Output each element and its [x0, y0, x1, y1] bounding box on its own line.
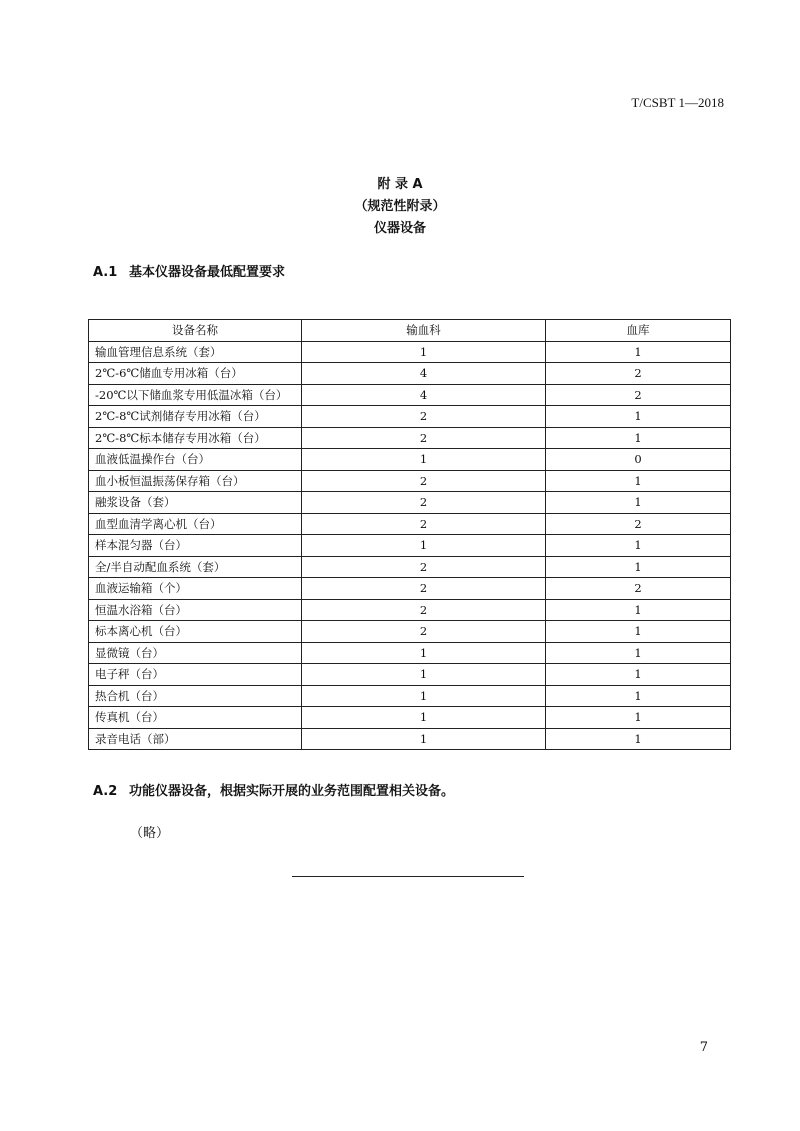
blood-bank-count-cell: 2 [546, 363, 731, 385]
blood-bank-count-cell: 1 [546, 556, 731, 578]
equipment-name-cell: 恒温水浴箱（台） [89, 599, 302, 621]
section-a1-number: A.1 [93, 265, 118, 280]
omitted-note: （略） [130, 826, 170, 841]
equipment-name-cell: 血小板恒温振荡保存箱（台） [89, 470, 302, 492]
transfusion-dept-count-cell: 2 [302, 470, 546, 492]
table-row [89, 535, 731, 557]
appendix-subtitle: （规范性附录） [354, 199, 446, 214]
table-row [89, 578, 731, 600]
blood-bank-count-cell: 1 [546, 728, 731, 750]
equipment-name-cell: 输血管理信息系统（套） [89, 341, 302, 363]
transfusion-dept-count-cell: 1 [302, 449, 546, 471]
equipment-name-cell: 2℃-6℃储血专用冰箱（台） [89, 363, 302, 385]
table-row [89, 556, 731, 578]
equipment-name-cell: 2℃-8℃标本储存专用冰箱（台） [89, 427, 302, 449]
transfusion-dept-count-cell: 1 [302, 707, 546, 729]
table-row [89, 492, 731, 514]
header-equipment-name: 设备名称 [89, 320, 302, 342]
section-a2-heading [93, 780, 454, 799]
transfusion-dept-count-cell: 2 [302, 406, 546, 428]
transfusion-dept-count-cell: 1 [302, 341, 546, 363]
blood-bank-count-cell: 1 [546, 535, 731, 557]
blood-bank-count-cell: 1 [546, 599, 731, 621]
table-body [89, 341, 731, 750]
transfusion-dept-count-cell: 2 [302, 599, 546, 621]
header-blood-bank: 血库 [546, 320, 731, 342]
equipment-name-cell: 全/半自动配血系统（套） [89, 556, 302, 578]
equipment-name-cell: 传真机（台） [89, 707, 302, 729]
equipment-name-cell: 血型血清学离心机（台） [89, 513, 302, 535]
table-row [89, 341, 731, 363]
appendix-title-block [0, 174, 800, 240]
table-row [89, 513, 731, 535]
table-row [89, 384, 731, 406]
transfusion-dept-count-cell: 4 [302, 384, 546, 406]
transfusion-dept-count-cell: 2 [302, 556, 546, 578]
table-row [89, 664, 731, 686]
table-row [89, 707, 731, 729]
transfusion-dept-count-cell: 1 [302, 642, 546, 664]
blood-bank-count-cell: 1 [546, 685, 731, 707]
transfusion-dept-count-cell: 2 [302, 427, 546, 449]
document-code: T/CSBT 1—2018 [631, 95, 724, 110]
blood-bank-count-cell: 1 [546, 406, 731, 428]
blood-bank-count-cell: 0 [546, 449, 731, 471]
section-a2-number: A.2 [93, 784, 118, 799]
transfusion-dept-count-cell: 1 [302, 664, 546, 686]
table-row [89, 621, 731, 643]
section-a2-title: 功能仪器设备，根据实际开展的业务范围配置相关设备。 [129, 784, 455, 799]
equipment-name-cell: 血液运输箱（个） [89, 578, 302, 600]
equipment-table [88, 319, 731, 750]
section-a1-heading [93, 261, 285, 280]
table-row [89, 406, 731, 428]
blood-bank-count-cell: 2 [546, 578, 731, 600]
table-row [89, 449, 731, 471]
table-row [89, 728, 731, 750]
table-row [89, 599, 731, 621]
transfusion-dept-count-cell: 4 [302, 363, 546, 385]
equipment-name-cell: 样本混匀器（台） [89, 535, 302, 557]
transfusion-dept-count-cell: 2 [302, 513, 546, 535]
transfusion-dept-count-cell: 1 [302, 535, 546, 557]
table-row [89, 685, 731, 707]
transfusion-dept-count-cell: 2 [302, 578, 546, 600]
equipment-name-cell: 融浆设备（套） [89, 492, 302, 514]
blood-bank-count-cell: 1 [546, 427, 731, 449]
table-row [89, 642, 731, 664]
equipment-name-cell: 标本离心机（台） [89, 621, 302, 643]
blood-bank-count-cell: 1 [546, 341, 731, 363]
appendix-name: 仪器设备 [373, 221, 426, 236]
transfusion-dept-count-cell: 2 [302, 492, 546, 514]
page-number: 7 [699, 1040, 708, 1055]
appendix-title: 附 录 A [377, 177, 423, 192]
table-row [89, 427, 731, 449]
blood-bank-count-cell: 1 [546, 621, 731, 643]
table-row [89, 470, 731, 492]
blood-bank-count-cell: 1 [546, 492, 731, 514]
equipment-name-cell: 录音电话（部） [89, 728, 302, 750]
equipment-name-cell: 2℃-8℃试剂储存专用冰箱（台） [89, 406, 302, 428]
end-divider [292, 876, 524, 877]
blood-bank-count-cell: 1 [546, 707, 731, 729]
blood-bank-count-cell: 1 [546, 642, 731, 664]
blood-bank-count-cell: 2 [546, 384, 731, 406]
table-row [89, 363, 731, 385]
transfusion-dept-count-cell: 2 [302, 621, 546, 643]
section-a1-title: 基本仪器设备最低配置要求 [129, 265, 286, 280]
transfusion-dept-count-cell: 1 [302, 685, 546, 707]
equipment-name-cell: 电子秤（台） [89, 664, 302, 686]
transfusion-dept-count-cell: 1 [302, 728, 546, 750]
blood-bank-count-cell: 1 [546, 470, 731, 492]
equipment-name-cell: 热合机（台） [89, 685, 302, 707]
equipment-name-cell: -20℃以下储血浆专用低温冰箱（台） [89, 384, 302, 406]
header-transfusion-dept: 输血科 [302, 320, 546, 342]
blood-bank-count-cell: 2 [546, 513, 731, 535]
equipment-name-cell: 显微镜（台） [89, 642, 302, 664]
blood-bank-count-cell: 1 [546, 664, 731, 686]
table-header-row [89, 320, 731, 342]
equipment-name-cell: 血液低温操作台（台） [89, 449, 302, 471]
